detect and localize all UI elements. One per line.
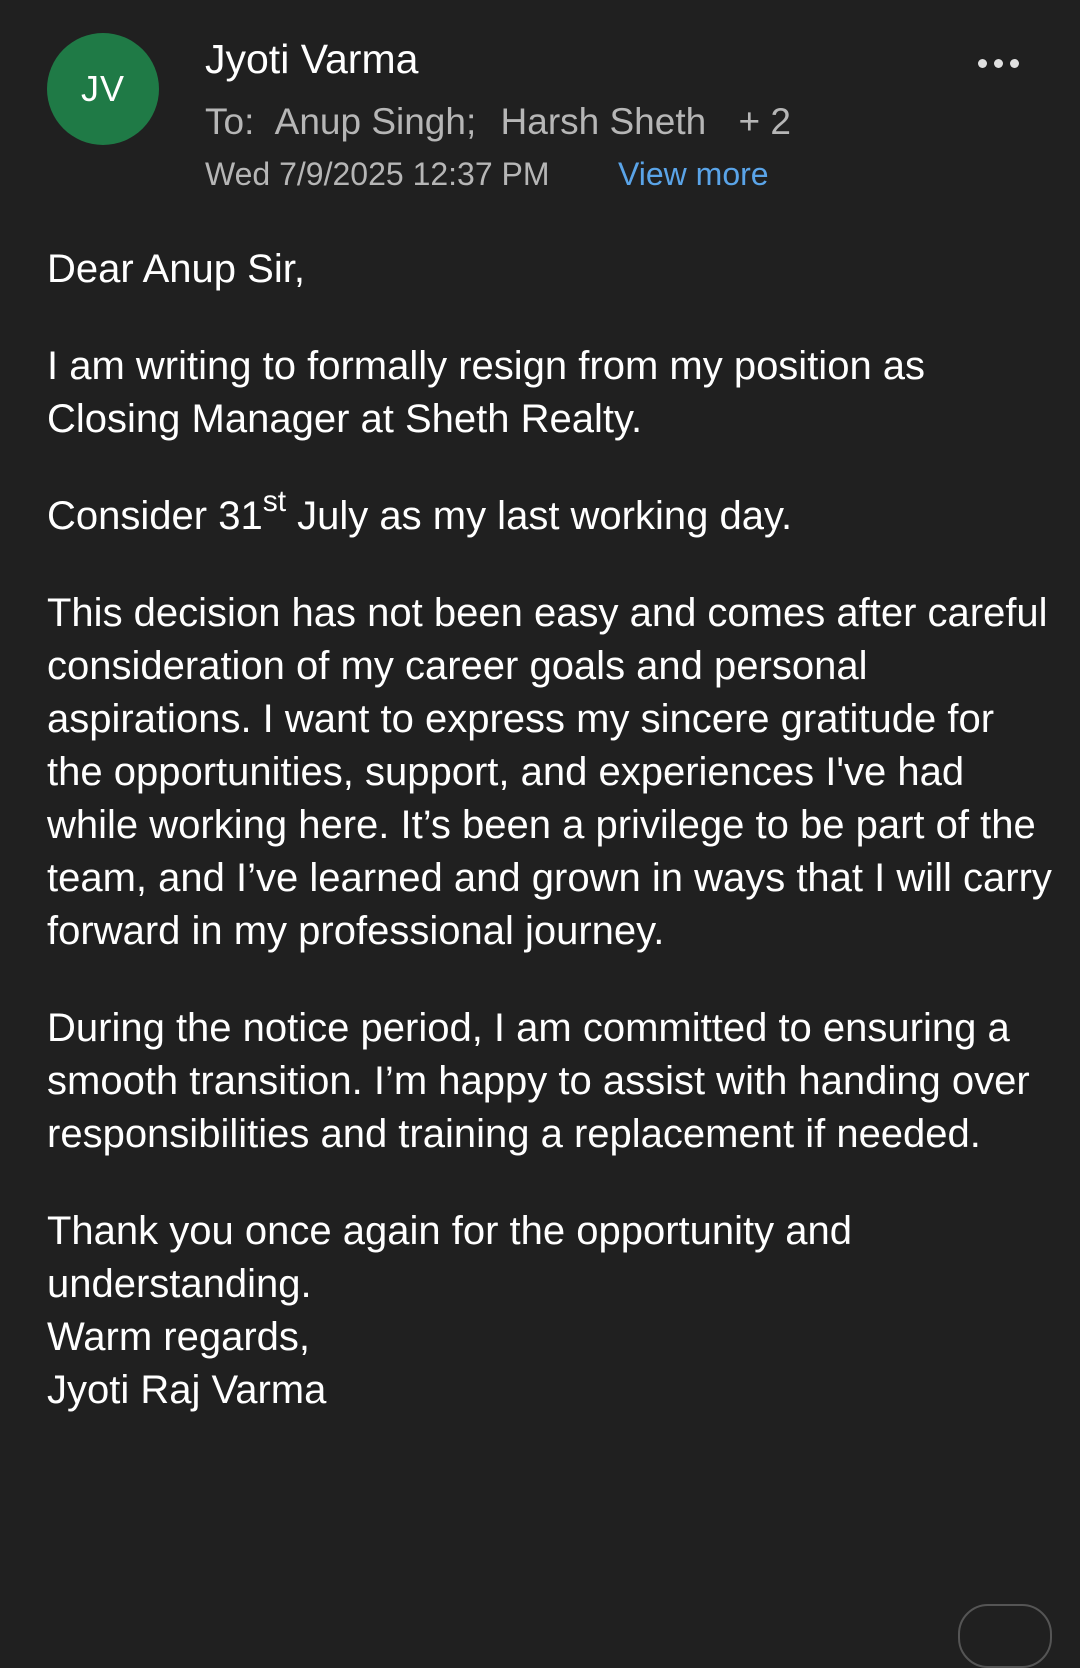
body-paragraph-transition: During the notice period, I am committed to ensuring a smooth transition. I’m happy to assist with handing over responsibilities and training a replacement if needed. xyxy=(47,1006,1030,1156)
sender-name[interactable]: Jyoti Varma xyxy=(205,36,419,82)
more-options-button[interactable] xyxy=(968,46,1028,82)
greeting: Dear Anup Sir, xyxy=(47,247,305,291)
more-recipients-count[interactable]: + 2 xyxy=(738,101,791,142)
to-prefix: To: xyxy=(205,101,255,142)
body-paragraph-thanks: Thank you once again for the opportunity and understanding. xyxy=(47,1209,852,1306)
recipient-anup-singh[interactable]: Anup Singh; xyxy=(274,101,477,142)
body-paragraph-resignation: I am writing to formally resign from my position as Closing Manager at Sheth Realty. xyxy=(47,344,926,441)
more-horizontal-icon xyxy=(974,55,1022,73)
recipients-line[interactable] xyxy=(205,101,791,143)
floating-action-edge[interactable] xyxy=(958,1604,1052,1668)
closing-line: Warm regards, xyxy=(47,1315,311,1359)
body-paragraph-gratitude: This decision has not been easy and comes after careful consideration of my career goals and personal aspirations. I want to express my sincere gratitude for the opportunities, support, and experiences I've had while working here. It’s been a privilege to be part of the team, and I’ve learned and grown in ways that I will carry forward in my professional journey. xyxy=(47,591,1052,953)
message-body xyxy=(47,243,1057,1417)
view-more-link[interactable]: View more xyxy=(618,156,769,192)
avatar-initials: JV xyxy=(80,68,125,109)
avatar[interactable] xyxy=(47,33,159,145)
last-day-superscript: st xyxy=(262,485,287,518)
last-day-after: July as my last working day. xyxy=(286,494,793,538)
recipient-harsh-sheth[interactable]: Harsh Sheth xyxy=(500,101,707,142)
sent-timestamp: Wed 7/9/2025 12:37 PM xyxy=(205,156,550,192)
last-day-before: Consider 31 xyxy=(47,494,263,538)
body-paragraph-last-day xyxy=(47,485,1057,543)
signature: Jyoti Raj Varma xyxy=(47,1368,327,1412)
